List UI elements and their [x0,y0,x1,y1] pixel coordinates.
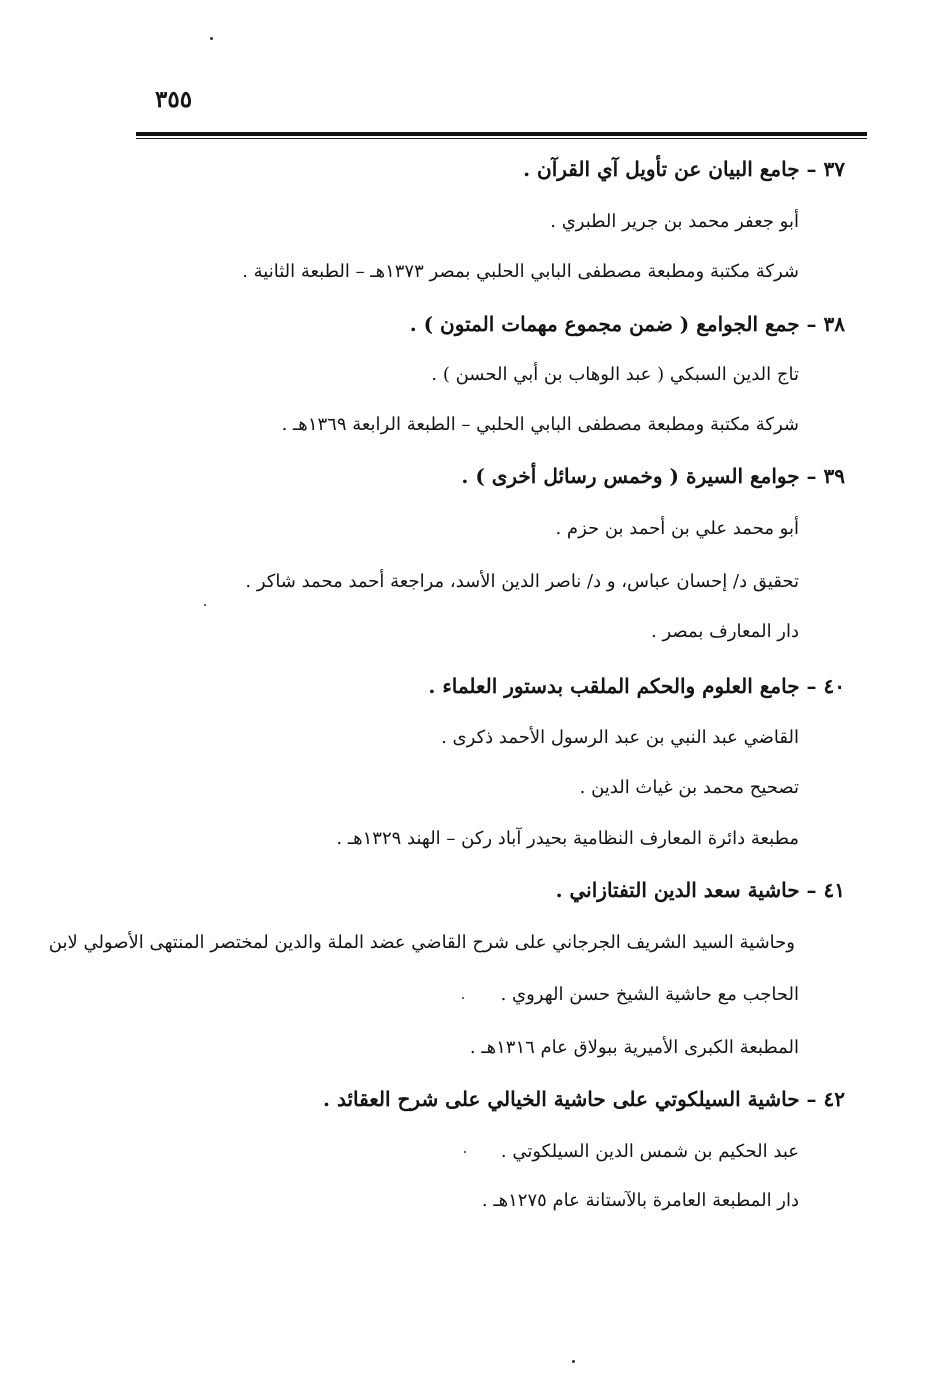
entry-heading: ٣٧ – جامع البيان عن تأويل آي القرآن . [523,157,845,181]
entry-publisher: مطبعة دائرة المعارف النظامية بحيدر آباد ركن – الهند ١٣٢٩هـ . [336,828,799,849]
entry-author: أبو جعفر محمد بن جرير الطبري . [550,211,799,232]
entry-author: القاضي عبد النبي بن عبد الرسول الأحمد ذكرى . [441,727,799,748]
entry-publisher: شركة مكتبة ومطبعة مصطفى البابي الحلبي بمصر ١٣٧٣هـ – الطبعة الثانية . [242,261,799,282]
entry-heading: ٤١ – حاشية سعد الدين التفتازاني . [555,878,845,902]
entry-description-continued: الحاجب مع حاشية الشيخ حسن الهروي . [500,984,799,1005]
entry-publisher: المطبعة الكبرى الأميرية ببولاق عام ١٣١٦هـ . [469,1037,799,1058]
entry-publisher: شركة مكتبة ومطبعة مصطفى البابي الحلبي – الطبعة الرابعة ١٣٦٩هـ . [281,414,799,435]
scan-speck [572,1360,575,1363]
entry-editor: تحقيق د/ إحسان عباس، و د/ ناصر الدين الأسد، مراجعة أحمد محمد شاكر . [245,571,799,592]
entry-heading: ٤٢ – حاشية السيلكوتي على حاشية الخيالي على شرح العقائد . [323,1087,845,1111]
page-number: ٣٥٥ [155,86,193,113]
scan-speck [210,37,213,40]
entry-publisher: دار المعارف بمصر . [651,621,799,642]
entry-author: تاج الدين السبكي ( عبد الوهاب بن أبي الحسن ) . [431,364,799,385]
entry-editor: تصحيح محمد بن غياث الدين . [579,777,799,798]
entry-author: عبد الحكيم بن شمس الدين السيلكوتي . [500,1141,799,1162]
scan-speck [204,604,206,606]
scan-speck [462,997,464,999]
entry-heading: ٣٩ – جوامع السيرة ( وخمس رسائل أخرى ) . [461,464,845,488]
scan-speck [464,1151,466,1153]
entry-description: وحاشية السيد الشريف الجرجاني على شرح القاضي عضد الملة والدين لمختصر المنتهى الأصولي لابن [48,932,795,953]
entry-publisher: دار المطبعة العامرة بالآستانة عام ١٢٧٥هـ . [481,1190,799,1211]
entry-heading: ٣٨ – جمع الجوامع ( ضمن مجموع مهمات المتون ) . [409,312,845,336]
entry-author: أبو محمد علي بن أحمد بن حزم . [555,518,799,539]
entry-heading: ٤٠ – جامع العلوم والحكم الملقب بدستور العلماء . [428,674,845,698]
